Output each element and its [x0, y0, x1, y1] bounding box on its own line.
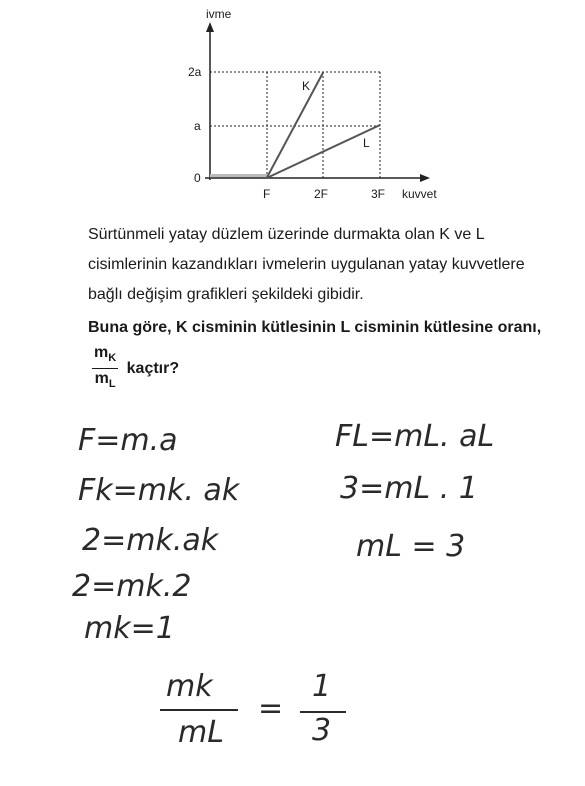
hw-final-equals: =: [258, 691, 284, 726]
line-k-label: K: [302, 79, 311, 93]
hw-right-2: 3=mL . 1: [340, 471, 478, 506]
hw-final-num-left: mk: [166, 669, 213, 704]
y-tick-2a: 2a: [188, 65, 202, 79]
hw-right-1: FL=mL. aL: [335, 419, 495, 454]
mass-ratio-fraction: [92, 343, 118, 394]
y-tick-0: 0: [194, 171, 201, 185]
y-tick-a: a: [194, 119, 201, 133]
x-tick-f: F: [263, 187, 271, 201]
hw-final-den-right: 3: [312, 713, 332, 748]
hw-final-num-right: 1: [312, 669, 332, 704]
x-axis-arrow-icon: [420, 174, 430, 182]
x-axis-label: kuvvet: [402, 187, 437, 201]
question-start: Buna göre, K cisminin kütlesinin L cisminin kütlesine oranı,: [88, 319, 542, 336]
problem-question: [88, 313, 558, 394]
y-axis-arrow-icon: [206, 22, 214, 32]
series-layer: [210, 72, 380, 178]
fraction-denominator: $m_L$: [94, 370, 116, 391]
force-acceleration-graph: [150, 0, 470, 210]
line-l-label: L: [363, 136, 370, 150]
problem-paragraph: Sürtünmeli yatay düzlem üzerinde durmakta olan K ve L cisimlerinin kazandıkları ivmelerin uygulanan yatay kuvvetlere bağlı değişim grafikleri şekildeki gibidir.: [88, 226, 525, 303]
x-tick-3f: 3F: [371, 187, 386, 201]
series-line-l: [210, 125, 380, 178]
x-tick-2f: 2F: [314, 187, 329, 201]
hw-final-den-left: mL: [178, 715, 224, 750]
handwritten-solution: [0, 400, 585, 780]
hw-line-1: F=m.a: [78, 423, 178, 458]
y-axis-label: ivme: [206, 7, 232, 21]
hw-right-3: mL = 3: [356, 529, 466, 564]
hw-line-5: mk=1: [84, 611, 175, 646]
fraction-numerator: $m_K$: [92, 343, 118, 369]
hw-line-4: 2=mk.2: [72, 569, 192, 604]
question-end: kaçtır?: [126, 359, 180, 377]
hw-line-3: 2=mk.ak: [82, 523, 219, 558]
hw-line-2: Fk=mk. ak: [78, 473, 240, 508]
